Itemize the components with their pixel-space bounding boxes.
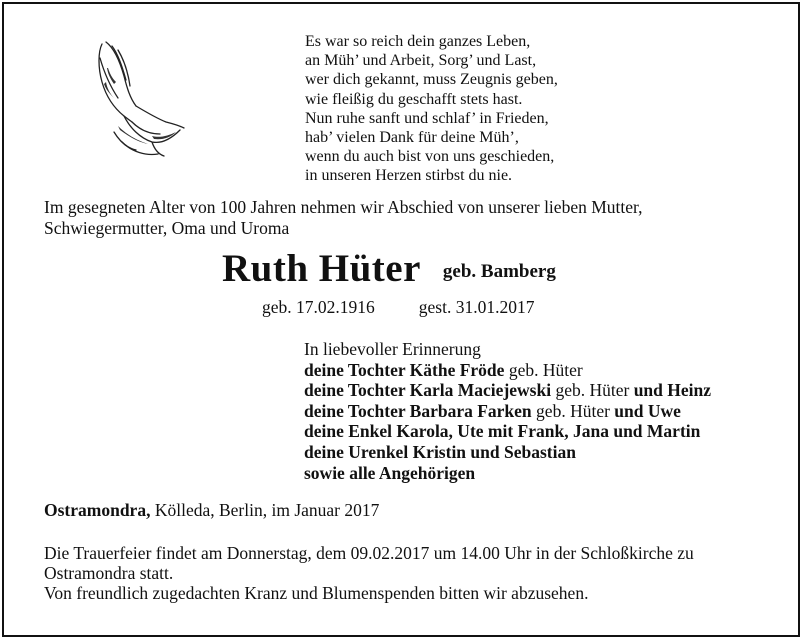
poem-line: wer dich gekannt, muss Zeugnis geben, [305, 71, 558, 89]
maiden-name: geb. Bamberg [442, 261, 556, 282]
life-dates [262, 297, 534, 318]
place-rest: Kölleda, Berlin, im Januar 2017 [150, 500, 380, 520]
funeral-line: Die Trauerfeier findet am Donnerstag, dem 09.02.2017 um 14.00 Uhr in der Schloßkirche zu [44, 543, 694, 563]
mourners-heading: In liebevoller Erinnerung [304, 339, 481, 359]
mourner-line [304, 401, 711, 422]
mourner-line [304, 463, 711, 484]
mourner-name: deine Tochter Käthe Fröde [304, 359, 505, 380]
death-date: gest. 31.01.2017 [418, 297, 535, 317]
mourner-line [304, 380, 711, 401]
mourner-line [304, 360, 711, 381]
mourner-name: deine Tochter Barbara Farken [304, 400, 532, 421]
poem-line: wie fleißig du geschafft stets hast. [305, 90, 523, 108]
mourner-partner: und Uwe [614, 400, 681, 421]
poem-line: an Müh’ und Arbeit, Sorg’ und Last, [305, 52, 537, 70]
funeral-notice [44, 544, 764, 603]
deceased-name-row [222, 246, 556, 291]
poem-line: in unseren Herzen stirbst du nie. [305, 167, 513, 185]
mourner-name: deine Tochter Karla Maciejewski [304, 380, 552, 401]
poem-line: wenn du auch bist von uns geschieden, [305, 148, 555, 166]
mourners-list [304, 339, 711, 483]
mourner-line [304, 442, 711, 463]
funeral-line: Von freundlich zugedachten Kranz und Blumenspenden bitten wir abzusehen. [44, 582, 589, 603]
mourner-note: geb. Hüter [531, 400, 615, 421]
mourner-note: geb. Hüter [551, 380, 634, 401]
funeral-line: Ostramondra statt. [44, 562, 174, 583]
mourner-name: sowie alle Angehörigen [304, 462, 476, 483]
place-town: Ostramondra, [44, 500, 151, 520]
mourner-note: geb. Hüter [504, 359, 583, 380]
birth-date: geb. 17.02.1916 [262, 297, 375, 317]
poem-line: Nun ruhe sanft und schlaf’ in Frieden, [305, 109, 549, 127]
place-and-date [44, 500, 379, 521]
mourner-line [304, 421, 711, 442]
deceased-name: Ruth Hüter [222, 247, 421, 290]
intro-text: Im gesegneten Alter von 100 Jahren nehmen wir Abschied von unserer lieben Mutter, Schwiegermutter, Oma und Uroma [44, 197, 643, 238]
mourner-name: deine Enkel Karola, Ute mit Frank, Jana und Martin [304, 421, 701, 442]
poem [305, 32, 558, 186]
praying-hands-icon [92, 38, 188, 158]
poem-line: Es war so reich dein ganzes Leben, [305, 33, 531, 50]
mourner-name: deine Urenkel Kristin und Sebastian [304, 441, 576, 462]
poem-line: hab’ vielen Dank für deine Müh’, [305, 129, 519, 147]
mourner-partner: und Heinz [633, 380, 712, 401]
